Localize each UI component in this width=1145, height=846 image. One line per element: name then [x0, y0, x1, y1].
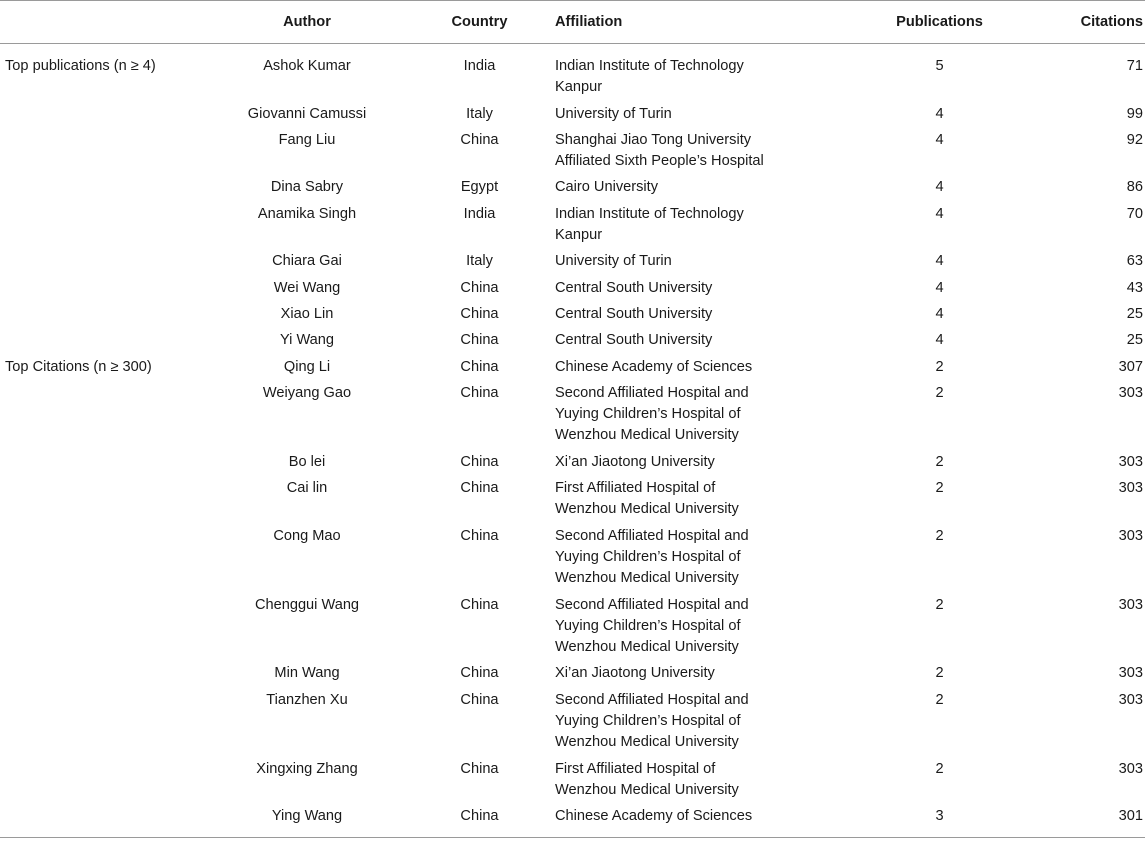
- row-affiliation: Shanghai Jiao Tong University Affiliated Sixth People’s Hospital: [555, 131, 764, 170]
- table-row: [0, 523, 1145, 592]
- table-row: [0, 687, 1145, 756]
- row-publications: 4: [935, 305, 944, 322]
- row-country: China: [407, 803, 552, 837]
- row-author: Ashok Kumar: [263, 58, 351, 74]
- row-citations: 307: [1118, 358, 1143, 375]
- row-affiliation: Indian Institute of Technology Kanpur: [555, 205, 744, 244]
- row-country: China: [460, 453, 499, 470]
- row-citations: 303: [1118, 384, 1143, 401]
- row-citations: 70: [1126, 205, 1143, 222]
- row-publications: 4: [935, 105, 944, 122]
- row-publications: 2: [935, 480, 944, 497]
- row-affiliation: Cairo University: [555, 179, 658, 196]
- row-group-label: [0, 201, 207, 249]
- row-group-label: [0, 475, 207, 523]
- table-row: [0, 475, 1145, 523]
- row-citations: 303: [1118, 527, 1143, 544]
- row-citations: 63: [1126, 253, 1143, 270]
- row-author: Chenggui Wang: [254, 596, 360, 613]
- row-author: Yi Wang: [279, 332, 335, 349]
- row-citations: 303: [1118, 453, 1143, 470]
- table-row: [0, 380, 1145, 449]
- row-author: Ying Wang: [207, 803, 407, 837]
- row-country: China: [460, 691, 499, 708]
- row-affiliation: Xi’an Jiaotong University: [555, 665, 715, 682]
- table-row: [0, 756, 1145, 804]
- row-affiliation: Second Affiliated Hospital and Yuying Children’s Hospital of Wenzhou Medical University: [555, 527, 749, 587]
- table-row: [0, 248, 1145, 274]
- row-author: Qing Li: [283, 358, 331, 375]
- row-publications: 2: [935, 665, 944, 682]
- header-country: Country: [407, 1, 552, 44]
- row-author: Anamika Singh: [257, 205, 357, 222]
- table-row: [0, 803, 1145, 837]
- row-author: Fang Liu: [278, 131, 336, 148]
- row-affiliation: Central South University: [555, 279, 713, 296]
- row-publications: 4: [935, 131, 944, 148]
- table-body: [0, 44, 1145, 838]
- table-row: [0, 449, 1145, 475]
- row-affiliation: Chinese Academy of Sciences: [552, 803, 842, 837]
- row-country: China: [460, 305, 499, 322]
- row-country: China: [460, 131, 499, 148]
- row-author: Giovanni Camussi: [247, 105, 367, 122]
- row-group-label: [0, 660, 207, 686]
- row-citations: 303: [1118, 760, 1143, 777]
- table-row: [0, 127, 1145, 175]
- row-citations: 301: [1037, 803, 1145, 837]
- row-publications: 2: [935, 527, 944, 544]
- row-publications: 2: [935, 691, 944, 708]
- row-affiliation: Xi’an Jiaotong University: [555, 453, 715, 470]
- row-publications: 4: [935, 332, 944, 349]
- table-row: [0, 592, 1145, 661]
- row-publications: 2: [935, 453, 944, 470]
- table-header: [0, 1, 1145, 44]
- header-row: [0, 1, 1145, 44]
- table-row: [0, 301, 1145, 327]
- header-publications: Publications: [842, 1, 1037, 44]
- row-citations: 86: [1126, 179, 1143, 196]
- header-affiliation: Affiliation: [552, 1, 842, 44]
- row-citations: 25: [1126, 332, 1143, 349]
- row-affiliation: Chinese Academy of Sciences: [555, 358, 753, 375]
- row-country: India: [463, 58, 496, 74]
- row-publications: 4: [935, 205, 944, 222]
- row-country: India: [463, 205, 496, 222]
- row-affiliation: First Affiliated Hospital of Wenzhou Medical University: [555, 480, 739, 518]
- table-row: [0, 201, 1145, 249]
- row-publications: 2: [935, 596, 944, 613]
- row-group-label: [0, 248, 207, 274]
- row-affiliation: Second Affiliated Hospital and Yuying Children’s Hospital of Wenzhou Medical University: [555, 384, 749, 444]
- row-affiliation: Central South University: [555, 305, 713, 322]
- row-group-label: [0, 327, 207, 353]
- row-country: China: [460, 596, 499, 613]
- row-group-label: Top Citations (n ≥ 300): [5, 358, 152, 375]
- header-group: [0, 1, 207, 44]
- row-group-label: [0, 523, 207, 592]
- row-author: Min Wang: [274, 665, 340, 682]
- row-publications: 5: [935, 58, 944, 74]
- row-country: China: [460, 358, 499, 375]
- row-publications: 2: [935, 384, 944, 401]
- row-country: China: [460, 279, 499, 296]
- row-publications: 2: [935, 760, 944, 777]
- row-citations: 25: [1126, 305, 1143, 322]
- header-author: Author: [207, 1, 407, 44]
- row-author: Xiao Lin: [280, 305, 334, 322]
- row-country: Italy: [466, 253, 493, 270]
- row-citations: 303: [1118, 596, 1143, 613]
- table-row: [0, 44, 1145, 101]
- row-group-label: [0, 301, 207, 327]
- row-group-label: [0, 449, 207, 475]
- row-citations: 303: [1118, 480, 1143, 497]
- row-citations: 71: [1126, 58, 1143, 74]
- row-publications: 4: [935, 279, 944, 296]
- row-citations: 303: [1118, 665, 1143, 682]
- row-citations: 303: [1118, 691, 1143, 708]
- row-country: China: [460, 527, 499, 544]
- row-author: Xingxing Zhang: [256, 760, 358, 777]
- table-row: [0, 354, 1145, 380]
- row-affiliation: University of Turin: [555, 253, 672, 270]
- table-row: [0, 275, 1145, 301]
- row-citations: 99: [1126, 105, 1143, 122]
- row-affiliation: Indian Institute of Technology Kanpur: [555, 58, 744, 96]
- row-author: Wei Wang: [273, 279, 341, 296]
- row-country: China: [460, 665, 499, 682]
- row-publications: 4: [935, 179, 944, 196]
- row-group-label: [0, 592, 207, 661]
- row-author: Cai lin: [286, 480, 328, 497]
- row-citations: 43: [1126, 279, 1143, 296]
- row-country: Egypt: [460, 179, 499, 196]
- table-row: [0, 327, 1145, 353]
- row-country: China: [460, 760, 499, 777]
- row-author: Cong Mao: [273, 527, 341, 544]
- row-group-label: [0, 380, 207, 449]
- row-group-label: Top publications (n ≥ 4): [5, 58, 156, 74]
- row-group-label: [0, 174, 207, 200]
- row-affiliation: First Affiliated Hospital of Wenzhou Medical University: [555, 760, 739, 798]
- row-group-label: [0, 803, 207, 837]
- row-author: Chiara Gai: [272, 253, 342, 270]
- row-affiliation: University of Turin: [555, 105, 672, 122]
- header-citations: Citations: [1037, 1, 1145, 44]
- row-country: China: [460, 480, 499, 497]
- row-country: Italy: [466, 105, 493, 122]
- row-affiliation: Second Affiliated Hospital and Yuying Children’s Hospital of Wenzhou Medical University: [555, 691, 749, 751]
- row-author: Weiyang Gao: [262, 384, 352, 401]
- row-publications: 2: [935, 358, 944, 375]
- row-group-label: [0, 275, 207, 301]
- row-citations: 92: [1126, 131, 1143, 148]
- table-row: [0, 174, 1145, 200]
- row-group-label: [0, 756, 207, 804]
- row-author: Tianzhen Xu: [266, 691, 348, 708]
- row-publications: 4: [935, 253, 944, 270]
- row-group-label: [0, 127, 207, 175]
- row-country: China: [460, 384, 499, 401]
- row-author: Bo lei: [288, 453, 326, 470]
- row-author: Dina Sabry: [270, 179, 344, 196]
- row-country: China: [460, 332, 499, 349]
- table-row: [0, 660, 1145, 686]
- row-affiliation: Second Affiliated Hospital and Yuying Children’s Hospital of Wenzhou Medical University: [555, 596, 749, 656]
- row-publications: 3: [842, 803, 1037, 837]
- table-row: [0, 101, 1145, 127]
- row-affiliation: Central South University: [555, 332, 713, 349]
- row-group-label: [0, 101, 207, 127]
- row-group-label: [0, 687, 207, 756]
